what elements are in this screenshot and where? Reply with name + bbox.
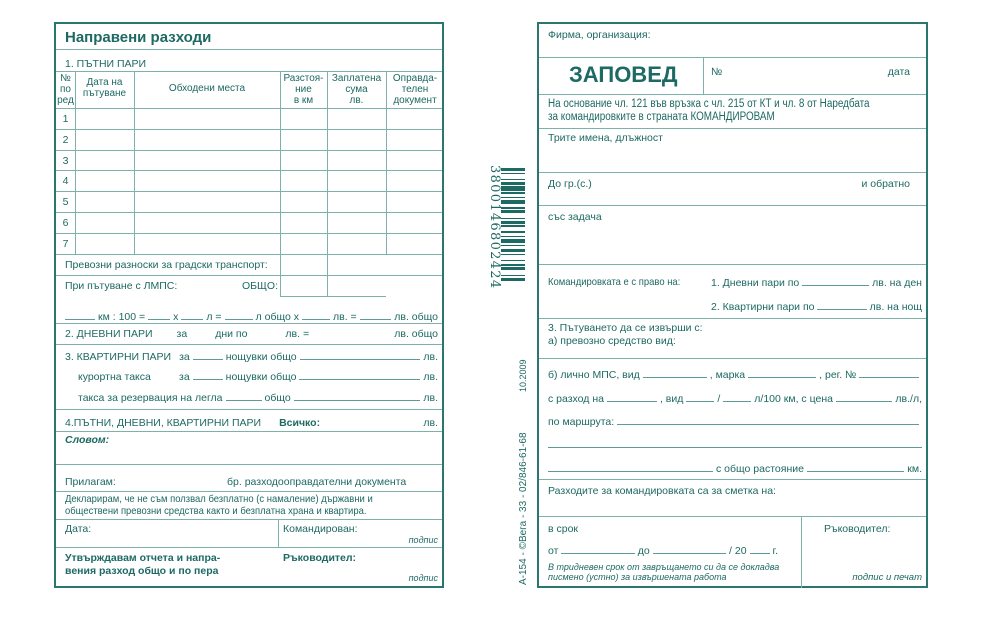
all-label: Всичко: xyxy=(279,417,321,429)
expenses-form xyxy=(54,22,444,588)
print-date: 10.2009 xyxy=(518,359,528,392)
barcode-bar xyxy=(501,192,525,194)
table-row-line xyxy=(56,254,442,255)
and-back-label: и обратно xyxy=(861,178,910,190)
barcode-bar xyxy=(501,200,525,205)
barcode-bar xyxy=(501,249,525,252)
attach-label: Прилагам: xyxy=(65,476,116,488)
date-label: Дата: xyxy=(65,523,92,535)
sign-stamp-label: подпис и печат xyxy=(852,572,922,583)
names-label: Трите имена, длъжност xyxy=(548,132,663,144)
barcode-bar xyxy=(501,182,525,185)
route-row: по маршрута: xyxy=(548,415,922,428)
barcode-bar xyxy=(501,275,525,277)
col-number: № по ред xyxy=(57,73,74,106)
form-code: А-154 - ©Вега - 33 - 02/846-61-68 xyxy=(518,432,529,585)
basis-line-1: На основание чл. 121 във връзка с чл. 215 от КТ и чл. 8 от Наредбата xyxy=(548,98,870,110)
barcode-bar xyxy=(501,245,525,247)
barcode-bar xyxy=(501,207,525,209)
table-row-number: 1 xyxy=(62,113,69,125)
total-label: ОБЩО: xyxy=(242,280,278,292)
lodging-allowance-row: 2. Квартирни пари по лв. на нощ xyxy=(711,301,922,313)
date-label: дата xyxy=(887,66,910,78)
order-title: ЗАПОВЕД xyxy=(569,62,678,87)
table-row-number: 5 xyxy=(62,196,69,209)
table-row-number: 3 xyxy=(62,154,69,167)
barcode-bar xyxy=(501,254,525,256)
table-row-line xyxy=(56,191,442,192)
barcode-bar xyxy=(501,168,525,171)
table-row-line xyxy=(56,233,442,234)
col-document: Оправда- телен документ xyxy=(392,73,438,106)
period-row: от до / 20 г. xyxy=(548,545,778,557)
km-calculation-row: км : 100 = х л = л общо х лв. = лв. общо xyxy=(62,310,438,323)
travel-line-2: а) превозно средство вид: xyxy=(548,335,676,347)
barcode-bar xyxy=(501,186,525,191)
number-label: № xyxy=(711,66,723,78)
barcode-bar xyxy=(501,278,525,281)
travel-line-1: 3. Пътуването да се извърши с: xyxy=(548,322,703,334)
manager-label: Ръководител: xyxy=(283,552,357,564)
table-row-number: 2 xyxy=(62,133,69,146)
manager-signature: подпис xyxy=(408,573,438,583)
col-date: Дата на пътуване xyxy=(82,77,127,99)
barcode-bar xyxy=(501,225,525,227)
all-unit: лв. xyxy=(423,417,438,429)
daily-money-row: 2. ДНЕВНИ ПАРИ за дни по лв. = лв. общо xyxy=(65,328,438,340)
declaration-line-1: Декларирам, че не съм ползвал безплатно (с намаление) държавни и xyxy=(65,493,373,505)
term-label: в срок xyxy=(548,523,579,535)
barcode-bar xyxy=(501,197,525,199)
lodging-row: 3. КВАРТИРНИ ПАРИ за нощувки общо лв. xyxy=(65,351,438,363)
barcode-bar xyxy=(501,239,525,244)
car-row: б) лично МПС, вид , марка , рег. № xyxy=(548,368,922,381)
consumption-row: с разход на , вид / л/100 км, с цена лв./л, xyxy=(548,393,922,405)
note-line-2: писмено (устно) за извършената работа xyxy=(548,572,727,582)
distance-row: с общо растояние км. xyxy=(548,462,922,475)
costs-label: Разходите за командировката са за сметка на: xyxy=(548,485,776,497)
table-row-number: 4 xyxy=(62,175,69,188)
seconded-signature: подпис xyxy=(408,535,438,545)
table-row-line xyxy=(56,212,442,213)
task-label: със задача xyxy=(548,211,602,223)
declaration-line-2: обществени превозни средства както и безплатна храна и квартира. xyxy=(65,505,367,517)
barcode-bar xyxy=(501,173,525,175)
daily-allowance-row: 1. Дневни пари по лв. на ден xyxy=(711,277,922,289)
barcode-bar xyxy=(501,264,525,266)
table-row-line xyxy=(56,150,442,151)
barcode-bar xyxy=(501,210,525,213)
approve-line-2: вения разход общо и по пера xyxy=(65,565,219,577)
in-words-label: Словом: xyxy=(65,434,110,446)
barcode-bar xyxy=(501,218,525,220)
barcode-number: 3800146802424 xyxy=(487,165,502,290)
barcode-bar xyxy=(501,231,525,233)
table-row-line xyxy=(56,129,442,130)
col-distance: Разстоя- ние в км xyxy=(283,73,324,106)
table-row-number: 7 xyxy=(62,237,69,250)
barcode-bar xyxy=(501,221,525,224)
expenses-title: Направени разходи xyxy=(65,29,212,46)
order-manager-label: Ръководител: xyxy=(824,523,891,535)
entitled-label: Командировката е с право на: xyxy=(548,276,681,288)
reservation-tax-row: такса за резервация на легла общо лв. xyxy=(78,392,438,404)
table-row-number: 6 xyxy=(62,217,69,229)
basis-line-2: за командировките в страната КОМАНДИРОВАМ xyxy=(548,111,775,123)
city-transport-label: Превозни разноски за градски транспорт: xyxy=(65,259,268,271)
table-row-line xyxy=(56,170,442,171)
section-total-label: 4.ПЪТНИ, ДНЕВНИ, КВАРТИРНИ ПАРИ xyxy=(65,417,262,429)
col-paid: Заплатена сума лв. xyxy=(331,73,382,106)
barcode-bar xyxy=(501,236,525,238)
barcode-bar xyxy=(501,179,525,181)
resort-tax-row: курортна такса за нощувки общо лв. xyxy=(78,371,438,383)
barcode-bar xyxy=(501,260,525,262)
company-label: Фирма, организация: xyxy=(548,29,651,41)
col-places: Обходени места xyxy=(168,83,246,94)
approve-line-1: Утвърждавам отчета и напра- xyxy=(65,552,221,564)
section-total-row xyxy=(65,417,438,429)
lmps-label: При пътуване с ЛМПС: xyxy=(65,280,178,292)
attach-docs-label: бр. разходооправдателни документа xyxy=(227,476,407,488)
order-form xyxy=(537,22,928,588)
section-travel-money: 1. ПЪТНИ ПАРИ xyxy=(65,58,147,70)
note-line-1: В тридневен срок от завръщането си да се докладва xyxy=(548,562,780,572)
barcode-bar xyxy=(501,267,525,270)
seconded-label: Командирован: xyxy=(283,523,358,535)
to-city-label: До гр.(с.) xyxy=(548,178,592,190)
